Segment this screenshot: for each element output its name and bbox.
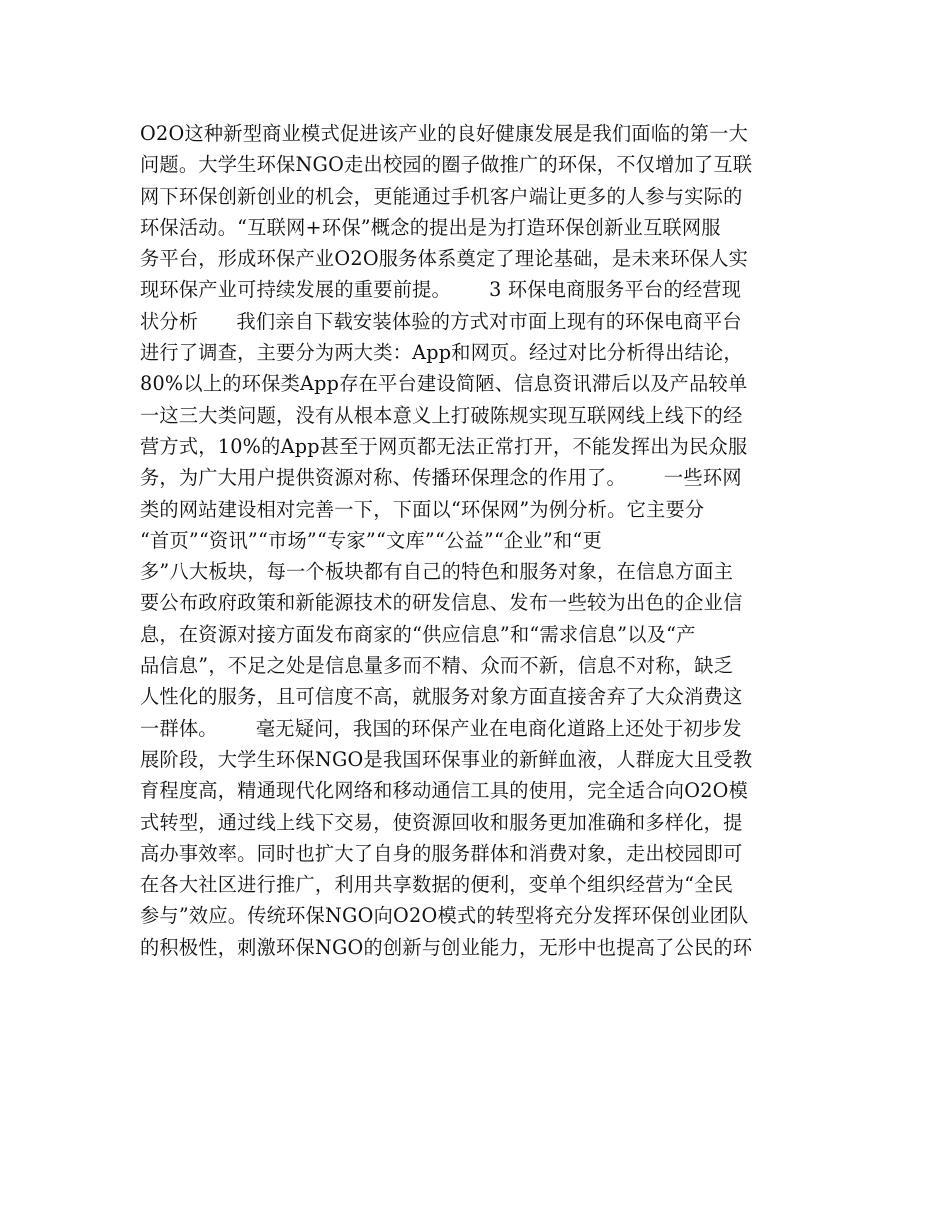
text-line: 营方式，10%的App甚至于网页都无法正常打开，不能发挥出为民众服 [140, 434, 748, 458]
text-line: 80%以上的环保类App存在平台建设简陋、信息资讯滞后以及产品较单 [140, 372, 748, 396]
text-line: “首页”“资讯”“市场”“专家”“文库”“公益”“企业”和“更 [140, 528, 602, 552]
body-text [140, 118, 820, 963]
text-line: 参与”效应。传统环保NGO向O2O模式的转型将充分发挥环保创业团队 [140, 904, 749, 928]
text-line: 高办事效率。同时也扩大了自身的服务群体和消费对象，走出校园即可 [140, 841, 743, 865]
text-line: O2O这种新型商业模式促进该产业的良好健康发展是我们面临的第一大 [140, 122, 749, 145]
text-line: 问题。大学生环保NGO走出校园的圈子做推广的环保，不仅增加了互联 [140, 153, 753, 177]
text-line: 务平台，形成环保产业O2O服务体系奠定了理论基础，是未来环保人实 [140, 247, 749, 271]
text-line: 现环保产业可持续发展的重要前提。 3 环保电商服务平台的经营现 [140, 278, 742, 302]
text-line: 的积极性，刺激环保NGO的创新与创业能力，无形中也提高了公民的环 [140, 935, 753, 959]
text-line: 一群体。 毫无疑问，我国的环保产业在电商化道路上还处于初步发 [140, 716, 742, 740]
text-line: 进行了调查，主要分为两大类：App和网页。经过对比分析得出结论， [140, 341, 743, 365]
text-line: 要公布政府政策和新能源技术的研发信息、发布一些较为出色的企业信 [140, 591, 743, 615]
text-line: 一这三大类问题，没有从根本意义上打破陈规实现互联网线上线下的经 [140, 403, 743, 427]
text-line: 多”八大板块，每一个板块都有自己的特色和服务对象，在信息方面主 [140, 560, 734, 584]
text-line: 在各大社区进行推广，利用共享数据的便利，变单个组织经营为“全民 [140, 873, 734, 897]
text-line: 育程度高，精通现代化网络和移动通信工具的使用，完全适合向O2O模 [140, 779, 749, 803]
text-line: 息，在资源对接方面发布商家的“供应信息”和“需求信息”以及“产 [140, 622, 696, 646]
text-line: 网下环保创新创业的机会，更能通过手机客户端让更多的人参与实际的 [140, 184, 743, 208]
text-line: 式转型，通过线上线下交易，使资源回收和服务更加准确和多样化，提 [140, 810, 743, 834]
text-line: 类的网站建设相对完善一下，下面以“环保网”为例分析。它主要分 [140, 497, 705, 521]
text-line: 人性化的服务，且可信度不高，就服务对象方面直接舍弃了大众消费这 [140, 685, 743, 709]
text-line: 环保活动。“互联网+环保”概念的提出是为打造环保创新业互联网服 [140, 215, 721, 239]
text-line: 状分析 我们亲自下载安装体验的方式对市面上现有的环保电商平台 [140, 309, 742, 333]
text-line: 展阶段，大学生环保NGO是我国环保事业的新鲜血液，人群庞大且受教 [140, 747, 753, 771]
text-line: 品信息”，不足之处是信息量多而不精、众而不新，信息不对称，缺乏 [140, 654, 734, 678]
text-line: 务，为广大用户提供资源对称、传播环保理念的作用了。 一些环网 [140, 466, 742, 490]
